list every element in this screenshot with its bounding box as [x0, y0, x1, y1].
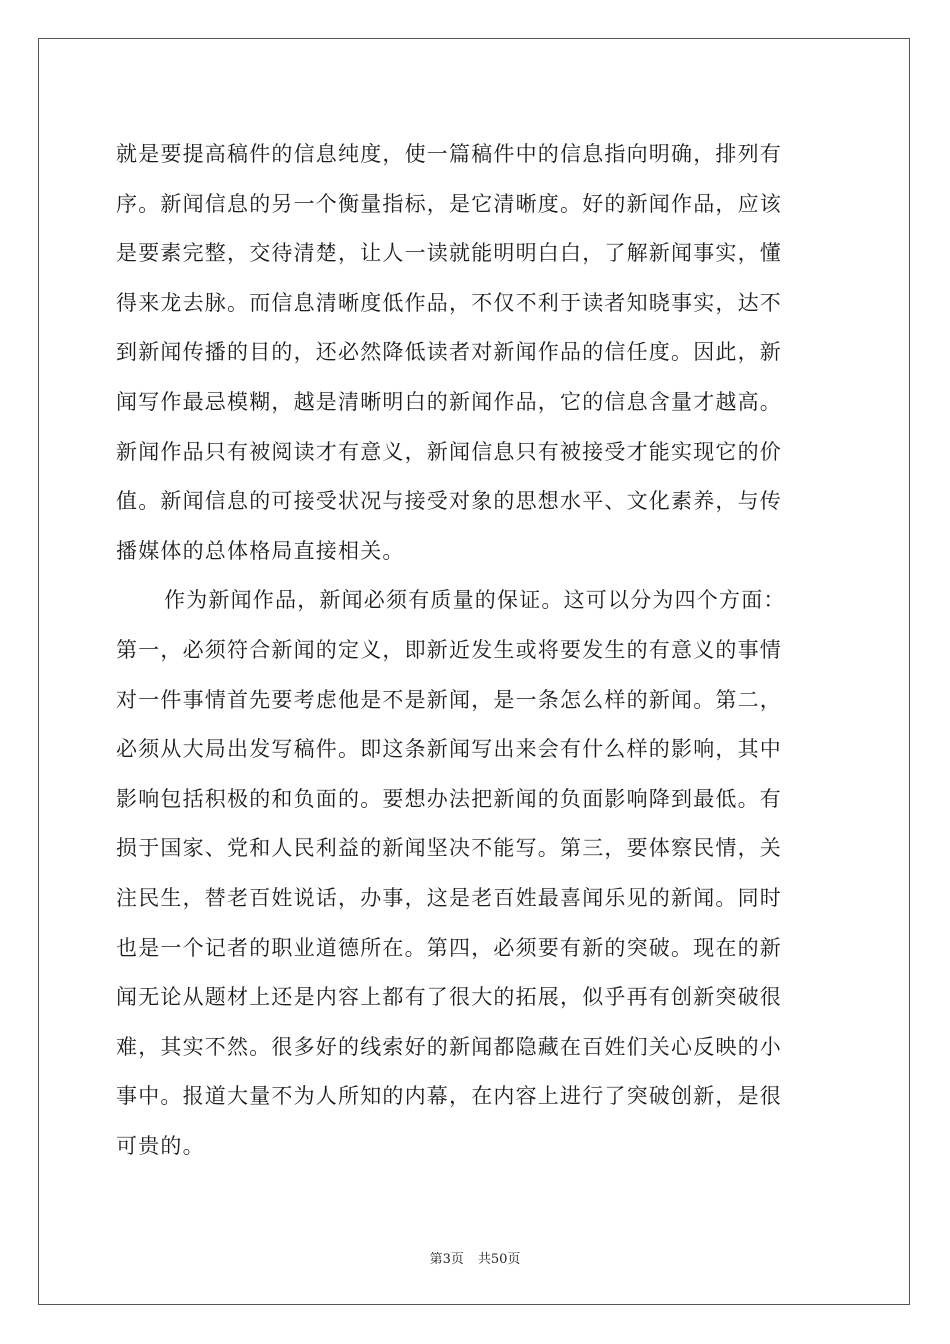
text-line: 难，其实不然。很多好的线索好的新闻都隐藏在百姓们关心反映的小 [116, 1034, 782, 1059]
text-line: 注民生，替老百姓说话，办事，这是老百姓最喜闻乐见的新闻。同时 [116, 885, 782, 910]
text-line: 损于国家、党和人民利益的新闻坚决不能写。第三，要体察民情，关 [116, 836, 782, 861]
text-line: 得来龙去脉。而信息清晰度低作品，不仅不利于读者知晓事实，达不 [116, 290, 782, 315]
text-line: 对一件事情首先要考虑他是不是新闻，是一条怎么样的新闻。第二， [116, 687, 782, 712]
text-line: 可贵的。 [116, 1133, 205, 1158]
text-line: 闻无论从题材上还是内容上都有了很大的拓展，似乎再有创新突破很 [116, 985, 782, 1010]
text-line: 闻写作最忌模糊，越是清晰明白的新闻作品，它的信息含量才越高。 [116, 389, 782, 414]
paragraph-first-line: 作为新闻作品，新闻必须有质量的保证。这可以分为四个方面： [164, 588, 786, 613]
text-line: 影响包括积极的和负面的。要想办法把新闻的负面影响降到最低。有 [116, 786, 782, 811]
document-body [116, 130, 834, 1171]
text-line: 也是一个记者的职业道德所在。第四，必须要有新的突破。现在的新 [116, 935, 782, 960]
text-line: 必须从大局出发写稿件。即这条新闻写出来会有什么样的影响，其中 [116, 737, 782, 762]
page-number: 第3页 [429, 1252, 464, 1267]
text-line: 到新闻传播的目的，还必然降低读者对新闻作品的信任度。因此，新 [116, 340, 782, 365]
text-line: 新闻作品只有被阅读才有意义，新闻信息只有被接受才能实现它的价 [116, 439, 782, 464]
page-total: 共50页 [477, 1252, 521, 1267]
page-footer [0, 1248, 950, 1267]
text-line: 播媒体的总体格局直接相关。 [116, 538, 405, 563]
text-line: 事中。报道大量不为人所知的内幕，在内容上进行了突破创新，是很 [116, 1084, 782, 1109]
text-line: 序。新闻信息的另一个衡量指标，是它清晰度。好的新闻作品，应该 [116, 191, 782, 216]
text-line: 第一，必须符合新闻的定义，即新近发生或将要发生的有意义的事情 [116, 637, 782, 662]
text-line: 值。新闻信息的可接受状况与接受对象的思想水平、文化素养，与传 [116, 489, 782, 514]
text-line: 是要素完整，交待清楚，让人一读就能明明白白，了解新闻事实，懂 [116, 241, 782, 266]
text-line: 就是要提高稿件的信息纯度，使一篇稿件中的信息指向明确，排列有 [116, 142, 782, 166]
